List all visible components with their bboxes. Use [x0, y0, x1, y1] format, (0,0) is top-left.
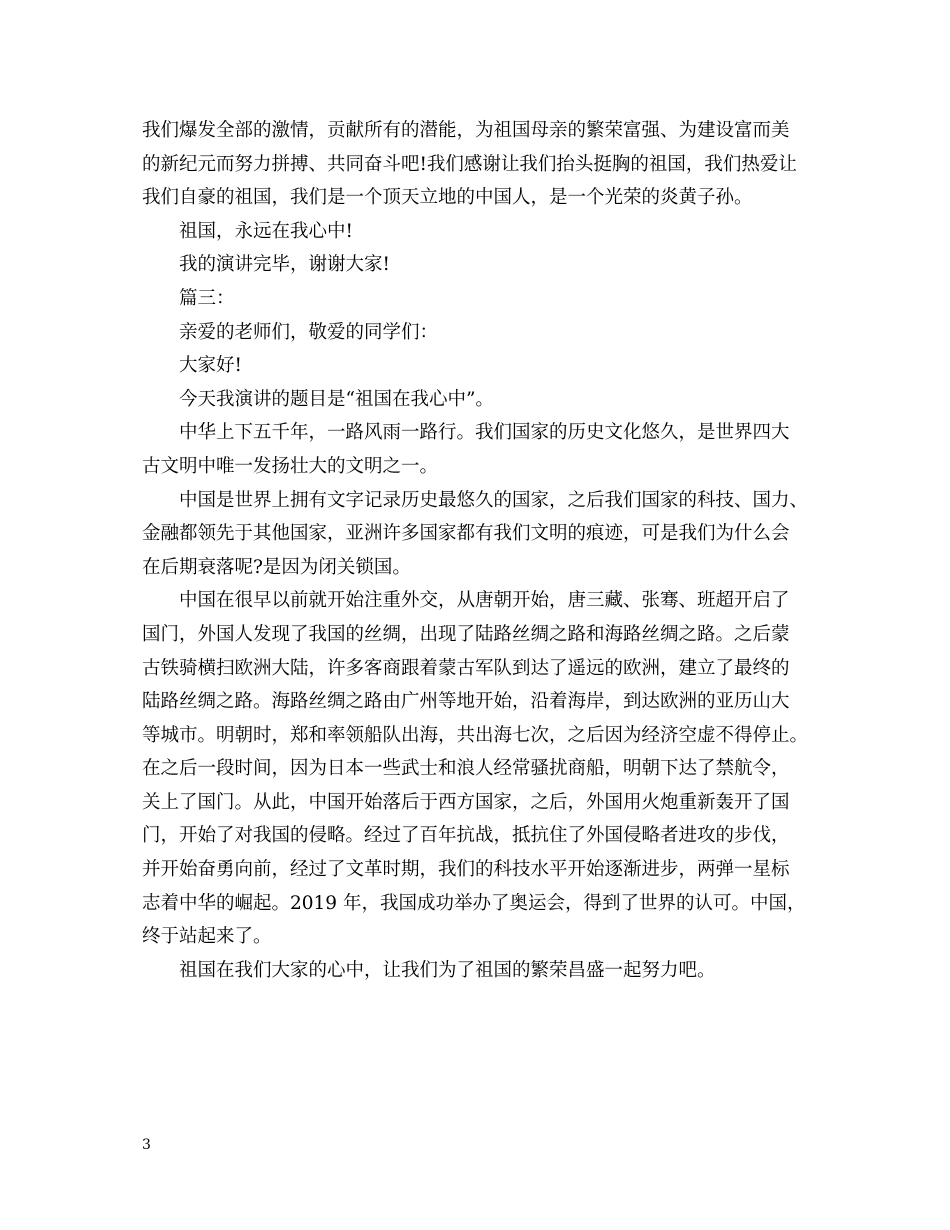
- text-line: 志着中华的崛起。2019 年，我国成功举办了奥运会，得到了世界的认可。中国，: [142, 892, 806, 914]
- text-line: 祖国，永远在我心中!: [179, 220, 353, 242]
- text-line: 篇三：: [179, 287, 235, 309]
- text-line: 在后期衰落呢?是因为闭关锁国。: [142, 556, 411, 578]
- text-line: 我们自豪的祖国，我们是一个顶天立地的中国人，是一个光荣的炎黄子孙。: [142, 187, 753, 209]
- text-line: 我的演讲完毕，谢谢大家!: [179, 254, 390, 276]
- text-line: 今天我演讲的题目是“祖国在我心中”。: [179, 388, 494, 410]
- text-line: 关上了国门。从此，中国开始落后于西方国家，之后，外国用火炮重新轰开了国: [142, 791, 790, 813]
- text-line: 门，开始了对我国的侵略。经过了百年抗战，抵抗住了外国侵略者进攻的步伐，: [142, 825, 790, 847]
- text-line: 中华上下五千年，一路风雨一路行。我们国家的历史文化悠久，是世界四大: [179, 422, 790, 444]
- page-number: 3: [142, 1137, 151, 1153]
- text-line: 金融都领先于其他国家，亚洲许多国家都有我们文明的痕迹，可是我们为什么会: [142, 523, 790, 545]
- text-line: 等城市。明朝时，郑和率领船队出海，共出海七次，之后因为经济空虚不得停止。: [142, 724, 809, 746]
- text-line: 我们爆发全部的激情，贡献所有的潜能，为祖国母亲的繁荣富强、为建设富而美: [142, 120, 790, 141]
- text-line: 的新纪元而努力拼搏、共同奋斗吧!我们感谢让我们抬头挺胸的祖国，我们热爱让: [142, 153, 797, 175]
- text-line: 在之后一段时间，因为日本一些武士和浪人经常骚扰商船，明朝下达了禁航令，: [142, 758, 790, 780]
- text-line: 亲爱的老师们，敬爱的同学们：: [179, 321, 439, 343]
- text-line: 中国在很早以前就开始注重外交，从唐朝开始，唐三藏、张骞、班超开启了: [179, 590, 790, 612]
- text-line: 国门，外国人发现了我国的丝绸，出现了陆路丝绸之路和海路丝绸之路。之后蒙: [142, 623, 790, 645]
- text-line: 古铁骑横扫欧洲大陆，许多客商跟着蒙古军队到达了遥远的欧洲，建立了最终的: [142, 657, 790, 679]
- text-line: 大家好!: [179, 355, 242, 377]
- text-line: 并开始奋勇向前，经过了文革时期，我们的科技水平开始逐渐进步，两弹一星标: [142, 859, 790, 881]
- text-line: 中国是世界上拥有文字记录历史最悠久的国家，之后我们国家的科技、国力、: [179, 489, 809, 511]
- text-line: 终于站起来了。: [142, 926, 272, 948]
- text-line: 古文明中唯一发扬壮大的文明之一。: [142, 455, 439, 477]
- text-line: 陆路丝绸之路。海路丝绸之路由广州等地开始，沿着海岸，到达欧洲的亚历山大: [142, 691, 790, 713]
- document-body: [142, 114, 822, 987]
- text-line: 祖国在我们大家的心中，让我们为了祖国的繁荣昌盛一起努力吧。: [179, 959, 716, 981]
